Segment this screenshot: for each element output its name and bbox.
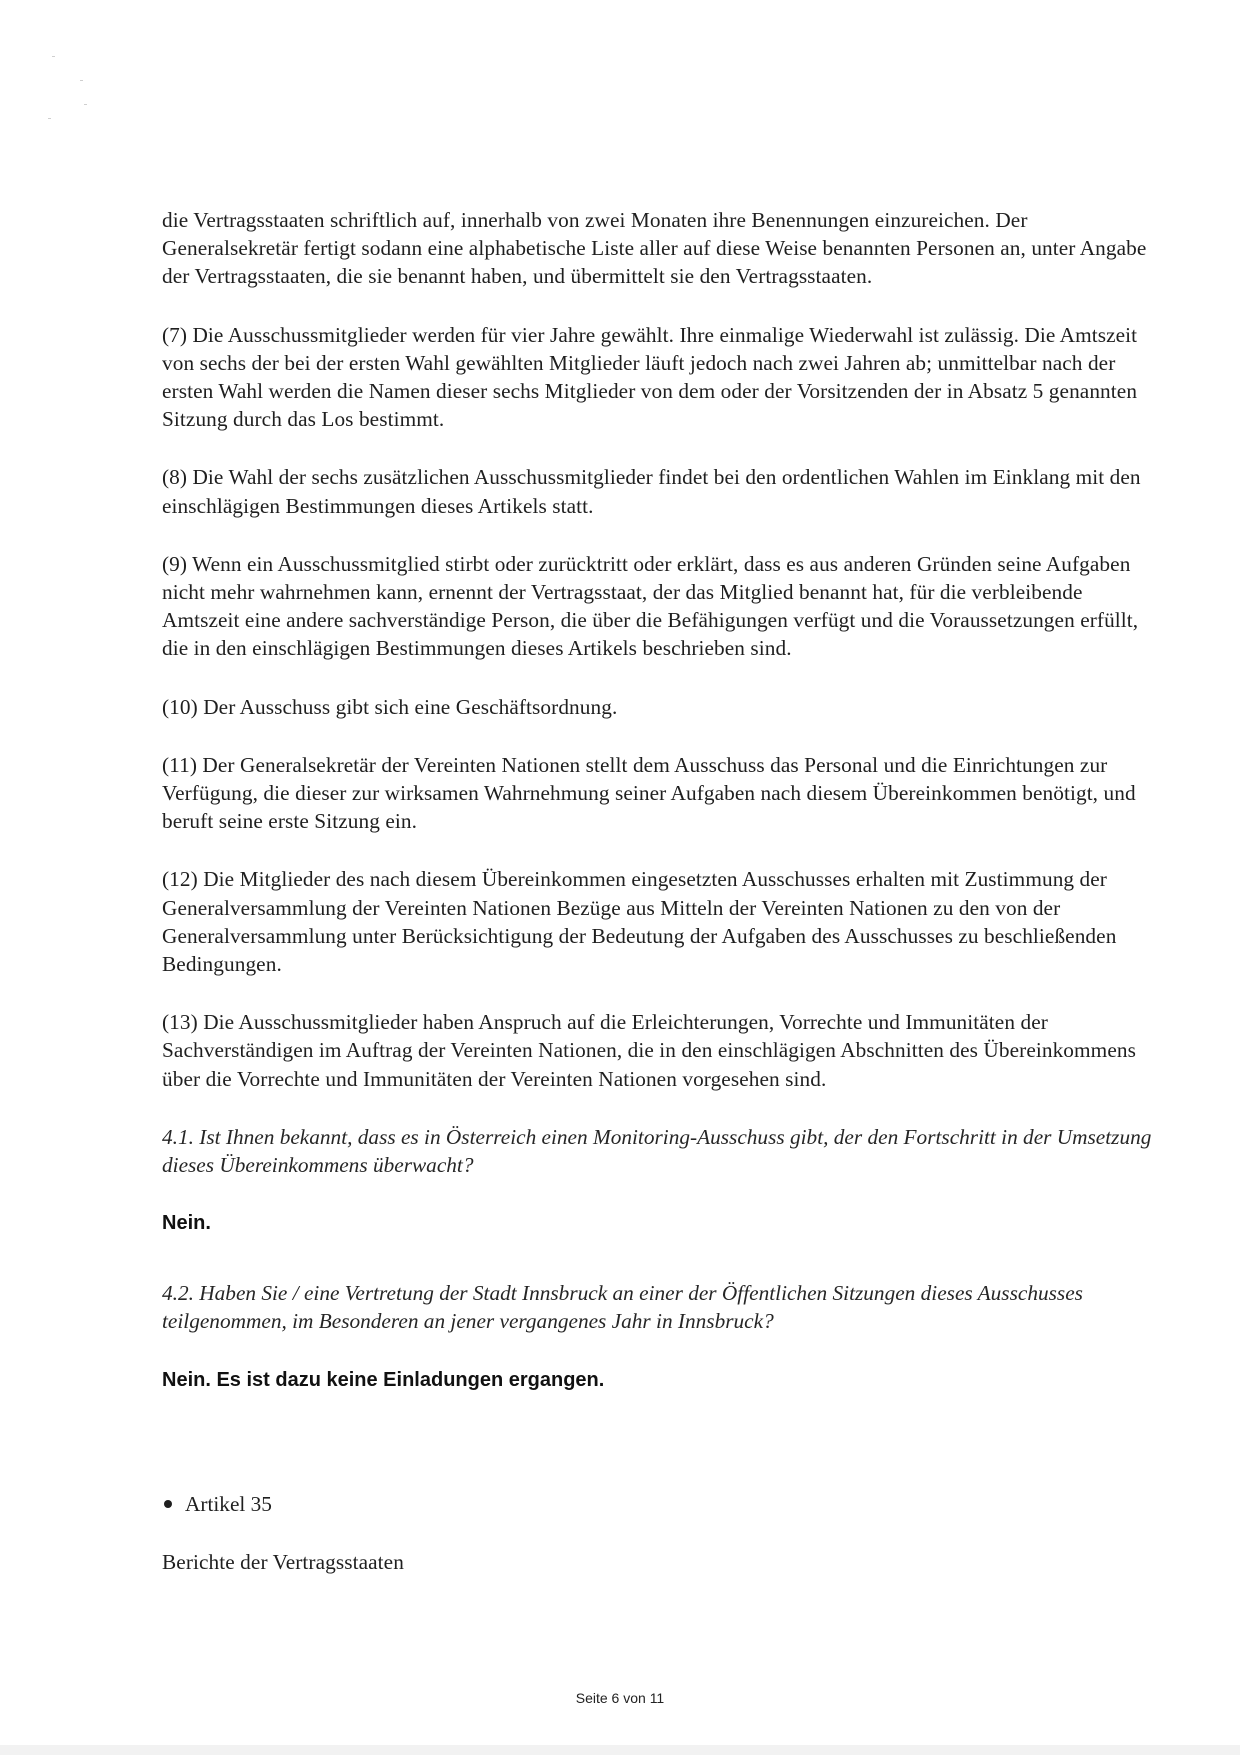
question-4-2: 4.2. Haben Sie / eine Vertretung der Stadt Innsbruck an einer der Öffentlichen Sitzungen dieses Ausschusses teilgenommen, im Besonderen an jener vergangenes Jahr in Innsbruck? bbox=[162, 1281, 1083, 1334]
bullet-list-item bbox=[162, 1490, 1152, 1518]
page-number: Seite 6 von 11 bbox=[575, 1690, 665, 1706]
document-body bbox=[162, 206, 1152, 1606]
bullet-icon bbox=[164, 1500, 172, 1508]
paragraph-7: (7) Die Ausschussmitglieder werden für vier Jahre gewählt. Ihre einmalige Wiederwahl ist zulässig. Die Amtszeit von sechs der bei der ersten Wahl gewählten Mitglieder läuft jedoch nach zwei Jahren ab; unmittelbar nach der ersten Wahl werden die Namen dieser sechs Mitglieder von dem oder der Vorsitzenden der in Absatz 5 genannten Sitzung durch das Los bestimmt. bbox=[162, 322, 1138, 432]
paragraph-10: (10) Der Ausschuss gibt sich eine Geschäftsordnung. bbox=[162, 694, 618, 719]
scan-artifact bbox=[80, 80, 83, 81]
paragraph-11: (11) Der Generalsekretär der Vereinten Nationen stellt dem Ausschuss das Personal und die Einrichtungen zur Verfügung, die dieser zur wirksamen Wahrnehmung seiner Aufgaben nach diesem Übereinkommen benötigt, und beruft seine erste Sitzung ein. bbox=[162, 752, 1136, 834]
scan-artifact bbox=[84, 104, 87, 105]
paragraph-9: (9) Wenn ein Ausschussmitglied stirbt oder zurücktritt oder erklärt, dass es aus anderen Gründen seine Aufgaben nicht mehr wahrnehmen kann, ernennt der Vertragsstaat, der das Mitglied benannt hat, für die verbleibende Amtszeit eine andere sachverständige Person, die über die Befähigungen verfügt und die Voraussetzungen erfüllt, die in den einschlägigen Bestimmungen dieses Artikels beschrieben sind. bbox=[162, 551, 1139, 661]
scan-bottom-edge bbox=[0, 1745, 1240, 1755]
scan-artifact bbox=[48, 118, 51, 119]
section-heading: Berichte der Vertragsstaaten bbox=[162, 1549, 404, 1574]
paragraph-12: (12) Die Mitglieder des nach diesem Übereinkommen eingesetzten Ausschusses erhalten mit Zustimmung der Generalversammlung der Vereinten Nationen Bezüge aus Mitteln der Vereinten Nationen zu den von der Generalversammlung unter Berücksichtigung der Bedeutung der Aufgaben des Ausschusses zu beschließenden Bedingungen. bbox=[162, 867, 1117, 977]
paragraph-nominations: die Vertragsstaaten schriftlich auf, innerhalb von zwei Monaten ihre Benennungen einzureichen. Der Generalsekretär fertigt sodann eine alphabetische Liste aller auf diese Weise benannten Personen an, unter Angabe der Vertragsstaaten, die sie benannt haben, und übermittelt sie den Vertragsstaaten. bbox=[162, 208, 1147, 289]
paragraph-13: (13) Die Ausschussmitglieder haben Anspruch auf die Erleichterungen, Vorrechte und Immunitäten der Sachverständigen im Auftrag der Vereinten Nationen, die in den einschlägigen Abschnitten des Übereinkommens über die Vorrechte und Immunitäten der Vereinten Nationen vorgesehen sind. bbox=[162, 1010, 1136, 1091]
scan-artifact bbox=[52, 56, 55, 57]
answer-4-1: Nein. bbox=[162, 1212, 211, 1235]
paragraph-8: (8) Die Wahl der sechs zusätzlichen Ausschussmitglieder findet bei den ordentlichen Wahlen im Einklang mit den einschlägigen Bestimmungen dieses Artikels statt. bbox=[162, 465, 1141, 518]
answer-4-2: Nein. Es ist dazu keine Einladungen ergangen. bbox=[162, 1368, 605, 1391]
question-4-1: 4.1. Ist Ihnen bekannt, dass es in Österreich einen Monitoring-Ausschuss gibt, der den Fortschritt in der Umsetzung dieses Übereinkommens überwacht? bbox=[162, 1124, 1152, 1178]
bullet-item-label: Artikel 35 bbox=[185, 1491, 272, 1516]
